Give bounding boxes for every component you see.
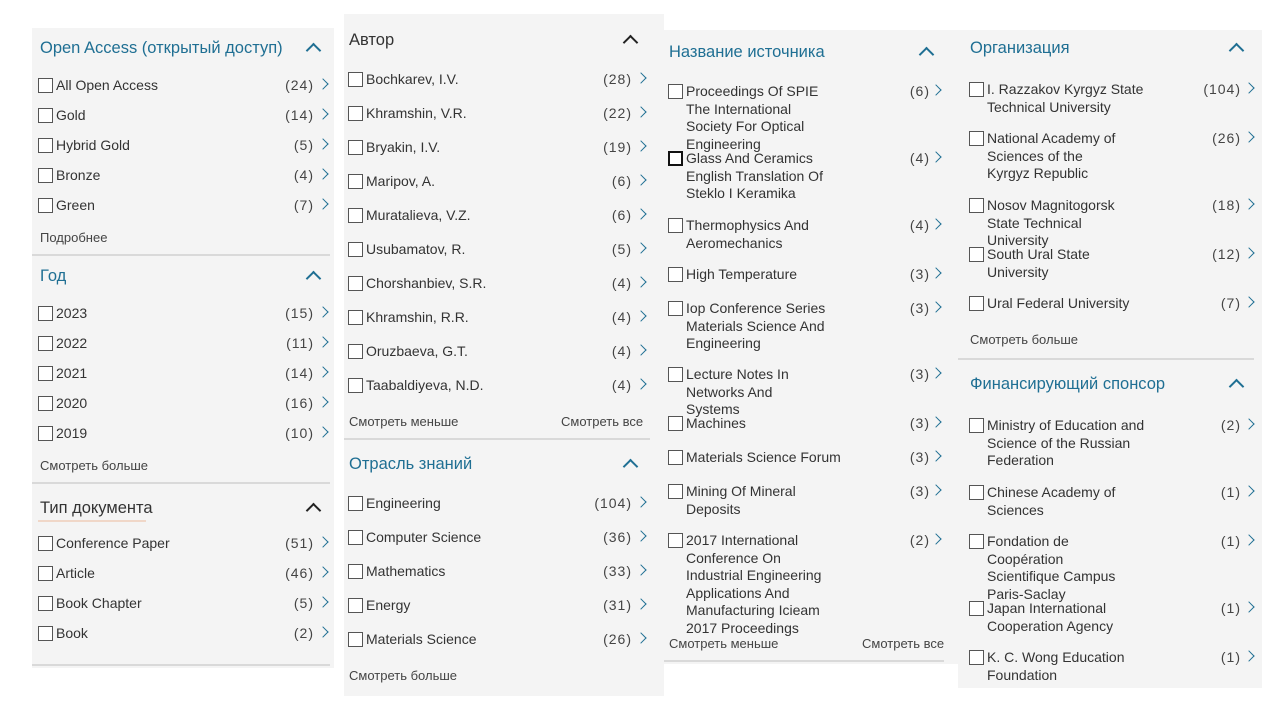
title-underline bbox=[38, 520, 146, 522]
source-title: Название источника bbox=[669, 42, 825, 61]
chevron-right-icon[interactable] bbox=[1243, 601, 1254, 612]
chevron-right-icon[interactable] bbox=[1243, 198, 1254, 209]
field-more-link[interactable]: Смотреть больше bbox=[349, 668, 457, 683]
filter-count: (4) bbox=[611, 343, 632, 359]
chevron-right-icon[interactable] bbox=[930, 533, 941, 544]
checkbox[interactable] bbox=[38, 596, 53, 611]
chevron-right-icon[interactable] bbox=[635, 344, 646, 355]
chevron-right-icon[interactable] bbox=[635, 174, 646, 185]
checkbox[interactable] bbox=[348, 310, 363, 325]
checkbox[interactable] bbox=[668, 450, 683, 465]
chevron-right-icon[interactable] bbox=[930, 367, 941, 378]
checkbox[interactable] bbox=[38, 626, 53, 641]
filter-count: (15) bbox=[285, 305, 314, 321]
filter-count: (4) bbox=[909, 150, 930, 166]
checkbox[interactable] bbox=[668, 301, 683, 316]
filter-count: (18) bbox=[1212, 197, 1241, 213]
author-title: Автор bbox=[349, 30, 395, 49]
chevron-right-icon[interactable] bbox=[930, 301, 941, 312]
filter-label: Machines bbox=[686, 415, 746, 431]
author-less-link[interactable]: Смотреть меньше bbox=[349, 414, 459, 429]
checkbox[interactable] bbox=[38, 168, 53, 183]
filter-count: (11) bbox=[286, 335, 314, 351]
checkbox[interactable] bbox=[38, 396, 53, 411]
checkbox[interactable] bbox=[668, 218, 683, 233]
filter-count: (31) bbox=[603, 597, 632, 613]
chevron-right-icon[interactable] bbox=[317, 306, 328, 317]
chevron-right-icon[interactable] bbox=[635, 242, 646, 253]
filter-count: (4) bbox=[611, 377, 632, 393]
checkbox[interactable] bbox=[969, 418, 984, 433]
filter-label: Gold bbox=[56, 107, 86, 123]
field-title: Отрасль знаний bbox=[349, 454, 473, 473]
year-more-link[interactable]: Смотреть больше bbox=[40, 458, 148, 473]
chevron-right-icon[interactable] bbox=[635, 632, 646, 643]
filter-label: Taabaldiyeva, N.D. bbox=[366, 377, 484, 393]
filter-label: National Academy of Sciences of the Kyrgyz Republic bbox=[987, 130, 1116, 181]
filter-label: High Temperature bbox=[686, 266, 798, 282]
sponsor-section bbox=[958, 366, 1262, 683]
filter-label: Muratalievа, V.Z. bbox=[366, 207, 471, 223]
filter-label: Bochkarev, I.V. bbox=[366, 71, 459, 87]
organization-section bbox=[958, 30, 1262, 347]
chevron-right-icon[interactable] bbox=[635, 598, 646, 609]
filter-label: Maripov, A. bbox=[366, 173, 435, 189]
divider bbox=[32, 254, 330, 256]
filter-count: (7) bbox=[1220, 295, 1241, 311]
chevron-right-icon[interactable] bbox=[930, 416, 941, 427]
field-header[interactable] bbox=[344, 446, 664, 482]
chevron-right-icon[interactable] bbox=[635, 72, 646, 83]
filter-label: Khramshin, R.R. bbox=[366, 309, 469, 325]
filter-label: Ministry of Education and Science of the Russian Federation bbox=[987, 417, 1145, 468]
filter-count: (3) bbox=[909, 449, 930, 465]
chevron-right-icon[interactable] bbox=[1243, 82, 1254, 93]
checkbox[interactable] bbox=[38, 198, 53, 213]
checkbox[interactable] bbox=[38, 78, 53, 93]
chevron-right-icon[interactable] bbox=[317, 536, 328, 547]
checkbox[interactable] bbox=[38, 138, 53, 153]
chevron-right-icon[interactable] bbox=[1243, 247, 1254, 258]
filter-label: Thermophysics And Aeromechanics bbox=[686, 217, 809, 251]
chevron-right-icon[interactable] bbox=[317, 426, 328, 437]
filter-count: (2) bbox=[1220, 417, 1241, 433]
filter-label: Khramshin, V.R. bbox=[366, 105, 467, 121]
filter-count: (7) bbox=[293, 197, 314, 213]
filter-count: (28) bbox=[603, 71, 632, 87]
filter-label: Fondation de Coopération Scientifique Campus Paris-Saclay bbox=[987, 533, 1116, 602]
filter-count: (19) bbox=[603, 139, 632, 155]
filter-label: Chorshanbiev, S.R. bbox=[366, 275, 487, 291]
filter-panel-4 bbox=[958, 30, 1262, 688]
filter-label: Iop Conference Series Materials Science And Engineering bbox=[686, 300, 826, 351]
doc-type-section bbox=[32, 490, 334, 641]
author-all-link[interactable]: Смотреть все bbox=[561, 414, 644, 429]
filter-label: Japan International Cooperation Agency bbox=[987, 600, 1114, 634]
checkbox[interactable] bbox=[348, 378, 363, 393]
filter-count: (46) bbox=[285, 565, 314, 581]
open-access-section bbox=[32, 30, 334, 245]
filter-count: (4) bbox=[611, 275, 632, 291]
checkbox[interactable] bbox=[348, 208, 363, 223]
filter-count: (4) bbox=[293, 167, 314, 183]
filter-label: Book bbox=[56, 625, 88, 641]
doc-type-title: Тип документа bbox=[40, 498, 153, 517]
author-header[interactable] bbox=[344, 22, 664, 58]
checkbox[interactable] bbox=[348, 598, 363, 613]
filter-count: (5) bbox=[611, 241, 632, 257]
checkbox[interactable] bbox=[668, 84, 683, 99]
chevron-right-icon[interactable] bbox=[317, 626, 328, 637]
collapse-chevron-up-icon[interactable] bbox=[306, 271, 322, 287]
checkbox[interactable] bbox=[38, 336, 53, 351]
checkbox[interactable] bbox=[38, 306, 53, 321]
organization-title: Организация bbox=[970, 38, 1070, 57]
filter-count: (5) bbox=[293, 137, 314, 153]
chevron-right-icon[interactable] bbox=[317, 336, 328, 347]
filter-count: (104) bbox=[1203, 81, 1241, 97]
chevron-right-icon[interactable] bbox=[930, 218, 941, 229]
filter-label: I. Razzakov Kyrgyz State Technical University bbox=[987, 81, 1144, 115]
filter-count: (2) bbox=[909, 532, 930, 548]
filter-count: (6) bbox=[611, 207, 632, 223]
checkbox[interactable] bbox=[348, 140, 363, 155]
chevron-right-icon[interactable] bbox=[635, 530, 646, 541]
checkbox[interactable] bbox=[38, 108, 53, 123]
chevron-right-icon[interactable] bbox=[1243, 418, 1254, 429]
filter-label: Green bbox=[56, 197, 95, 213]
filter-count: (26) bbox=[1212, 130, 1241, 146]
checkbox[interactable] bbox=[348, 344, 363, 359]
chevron-right-icon[interactable] bbox=[930, 450, 941, 461]
divider bbox=[32, 482, 330, 484]
filter-label: Mining Of Mineral Deposits bbox=[686, 483, 796, 517]
filter-count: (3) bbox=[909, 366, 930, 382]
collapse-chevron-up-icon[interactable] bbox=[1229, 43, 1245, 59]
open-access-title: Open Access (открытый доступ) bbox=[40, 38, 283, 57]
filter-count: (1) bbox=[1220, 533, 1241, 549]
filter-count: (12) bbox=[1212, 246, 1241, 262]
collapse-chevron-up-icon[interactable] bbox=[306, 43, 322, 59]
filter-label: Book Chapter bbox=[56, 595, 142, 611]
filter-label: Materials Science Forum bbox=[686, 449, 841, 465]
chevron-right-icon[interactable] bbox=[635, 564, 646, 575]
filter-label: Engineering bbox=[366, 495, 441, 511]
chevron-right-icon[interactable] bbox=[317, 78, 328, 89]
checkbox[interactable] bbox=[668, 151, 683, 166]
filter-label: Article bbox=[56, 565, 95, 581]
chevron-right-icon[interactable] bbox=[317, 168, 328, 179]
filter-count: (14) bbox=[285, 107, 314, 123]
filter-count: (51) bbox=[285, 535, 314, 551]
filter-count: (1) bbox=[1220, 600, 1241, 616]
filter-count: (16) bbox=[285, 395, 314, 411]
filter-label: 2022 bbox=[56, 335, 88, 351]
chevron-right-icon[interactable] bbox=[930, 84, 941, 95]
checkbox[interactable] bbox=[38, 536, 53, 551]
filter-label: Ural Federal University bbox=[987, 295, 1130, 311]
chevron-right-icon[interactable] bbox=[1243, 131, 1254, 142]
checkbox[interactable] bbox=[969, 131, 984, 146]
filter-label: All Open Access bbox=[56, 77, 158, 93]
checkbox[interactable] bbox=[348, 496, 363, 511]
filter-label: 2019 bbox=[56, 425, 88, 441]
checkbox[interactable] bbox=[969, 296, 984, 311]
filter-label: Bryakin, I.V. bbox=[366, 139, 441, 155]
checkbox[interactable] bbox=[969, 485, 984, 500]
chevron-right-icon[interactable] bbox=[635, 140, 646, 151]
checkbox[interactable] bbox=[969, 650, 984, 665]
checkbox[interactable] bbox=[668, 267, 683, 282]
sponsor-header[interactable] bbox=[958, 366, 1262, 402]
filter-label: 2021 bbox=[56, 365, 88, 381]
filter-label: Conference Paper bbox=[56, 535, 170, 551]
checkbox[interactable] bbox=[668, 367, 683, 382]
filter-label: K. C. Wong Education Foundation bbox=[987, 649, 1125, 683]
filter-label: Proceedings Of SPIE The International Society For Optical Engineering bbox=[686, 83, 819, 152]
checkbox[interactable] bbox=[38, 566, 53, 581]
chevron-right-icon[interactable] bbox=[635, 106, 646, 117]
chevron-right-icon[interactable] bbox=[635, 310, 646, 321]
checkbox[interactable] bbox=[969, 198, 984, 213]
chevron-right-icon[interactable] bbox=[317, 596, 328, 607]
filter-label: Computer Science bbox=[366, 529, 482, 545]
filter-label: Oruzbaeva, G.T. bbox=[366, 343, 468, 359]
filter-label: Hybrid Gold bbox=[56, 137, 130, 153]
filter-count: (3) bbox=[909, 415, 930, 431]
filter-panel-2 bbox=[344, 14, 664, 696]
filter-count: (4) bbox=[909, 217, 930, 233]
filter-count: (2) bbox=[293, 625, 314, 641]
source-section bbox=[664, 34, 958, 651]
filter-label: Energy bbox=[366, 597, 411, 613]
collapse-chevron-up-icon[interactable] bbox=[1229, 379, 1245, 395]
checkbox[interactable] bbox=[969, 534, 984, 549]
chevron-right-icon[interactable] bbox=[1243, 296, 1254, 307]
filter-panel-3 bbox=[664, 30, 958, 664]
divider bbox=[664, 660, 944, 662]
organization-header[interactable] bbox=[958, 30, 1262, 66]
filter-count: (14) bbox=[285, 365, 314, 381]
checkbox[interactable] bbox=[348, 72, 363, 87]
chevron-right-icon[interactable] bbox=[317, 138, 328, 149]
filter-count: (6) bbox=[909, 83, 930, 99]
checkbox[interactable] bbox=[969, 247, 984, 262]
checkbox[interactable] bbox=[348, 632, 363, 647]
checkbox[interactable] bbox=[38, 426, 53, 441]
collapse-chevron-up-icon[interactable] bbox=[623, 459, 639, 475]
field-section bbox=[344, 446, 664, 683]
collapse-chevron-up-icon[interactable] bbox=[623, 35, 639, 51]
chevron-right-icon[interactable] bbox=[317, 366, 328, 377]
author-section bbox=[344, 22, 664, 429]
chevron-right-icon[interactable] bbox=[635, 378, 646, 389]
filter-count: (1) bbox=[1220, 484, 1241, 500]
filter-count: (4) bbox=[611, 309, 632, 325]
open-access-more-link[interactable]: Подробнее bbox=[40, 230, 108, 245]
filter-count: (3) bbox=[909, 266, 930, 282]
filter-label: Nosov Magnitogorsk State Technical University bbox=[987, 197, 1115, 248]
chevron-right-icon[interactable] bbox=[635, 276, 646, 287]
chevron-right-icon[interactable] bbox=[635, 496, 646, 507]
chevron-right-icon[interactable] bbox=[1243, 485, 1254, 496]
filter-label: 2017 International Conference On Industrial Engineering Applications And Manufacturing Icieam 2017 Proceedings bbox=[686, 532, 822, 636]
chevron-right-icon[interactable] bbox=[1243, 650, 1254, 661]
year-header[interactable] bbox=[32, 258, 334, 294]
organization-more-link[interactable]: Смотреть больше bbox=[970, 332, 1078, 347]
filter-count: (10) bbox=[285, 425, 314, 441]
filter-count: (22) bbox=[603, 105, 632, 121]
chevron-right-icon[interactable] bbox=[317, 566, 328, 577]
filter-label: 2023 bbox=[56, 305, 88, 321]
checkbox[interactable] bbox=[348, 276, 363, 291]
checkbox[interactable] bbox=[668, 484, 683, 499]
checkbox[interactable] bbox=[348, 530, 363, 545]
filter-count: (6) bbox=[611, 173, 632, 189]
filter-label: Mathematics bbox=[366, 563, 446, 579]
filter-label: South Ural State University bbox=[987, 246, 1090, 280]
chevron-right-icon[interactable] bbox=[635, 208, 646, 219]
checkbox[interactable] bbox=[969, 601, 984, 616]
chevron-right-icon[interactable] bbox=[930, 151, 941, 162]
checkbox[interactable] bbox=[348, 106, 363, 121]
chevron-right-icon[interactable] bbox=[317, 396, 328, 407]
filter-count: (33) bbox=[603, 563, 632, 579]
sponsor-title: Финансирующий спонсор bbox=[970, 374, 1166, 393]
filter-panel-1 bbox=[32, 28, 334, 668]
filter-count: (104) bbox=[594, 495, 632, 511]
chevron-right-icon[interactable] bbox=[930, 267, 941, 278]
filter-label: Lecture Notes In Networks And Systems bbox=[686, 366, 789, 417]
checkbox[interactable] bbox=[348, 174, 363, 189]
filter-count: (5) bbox=[293, 595, 314, 611]
checkbox[interactable] bbox=[348, 242, 363, 257]
chevron-right-icon[interactable] bbox=[317, 108, 328, 119]
collapse-chevron-up-icon[interactable] bbox=[919, 47, 935, 63]
divider bbox=[958, 358, 1254, 360]
checkbox[interactable] bbox=[348, 564, 363, 579]
chevron-right-icon[interactable] bbox=[930, 484, 941, 495]
filter-count: (3) bbox=[909, 483, 930, 499]
filter-count: (1) bbox=[1220, 649, 1241, 665]
filter-count: (36) bbox=[603, 529, 632, 545]
filter-label: Usubamatov, R. bbox=[366, 241, 466, 257]
checkbox[interactable] bbox=[969, 82, 984, 97]
filter-label: Bronze bbox=[56, 167, 101, 183]
divider bbox=[344, 438, 650, 440]
filter-label: Chinese Academy of Sciences bbox=[987, 484, 1116, 518]
chevron-right-icon[interactable] bbox=[1243, 534, 1254, 545]
filter-label: Materials Science bbox=[366, 631, 477, 647]
year-title: Год bbox=[40, 266, 67, 285]
filter-count: (24) bbox=[285, 77, 314, 93]
filter-label: 2020 bbox=[56, 395, 88, 411]
year-section bbox=[32, 258, 334, 473]
checkbox[interactable] bbox=[668, 533, 683, 548]
filter-count: (3) bbox=[909, 300, 930, 316]
collapse-chevron-up-icon[interactable] bbox=[306, 503, 322, 519]
divider bbox=[32, 664, 330, 666]
open-access-header[interactable] bbox=[32, 30, 334, 66]
checkbox[interactable] bbox=[668, 416, 683, 431]
source-all-link[interactable]: Смотреть все bbox=[862, 636, 945, 651]
chevron-right-icon[interactable] bbox=[317, 198, 328, 209]
source-header[interactable] bbox=[664, 34, 958, 70]
source-less-link[interactable]: Смотреть меньше bbox=[669, 636, 779, 651]
filter-count: (26) bbox=[603, 631, 632, 647]
filter-label: Glass And Ceramics English Translation Of Steklo I Keramika bbox=[686, 150, 823, 201]
checkbox[interactable] bbox=[38, 366, 53, 381]
